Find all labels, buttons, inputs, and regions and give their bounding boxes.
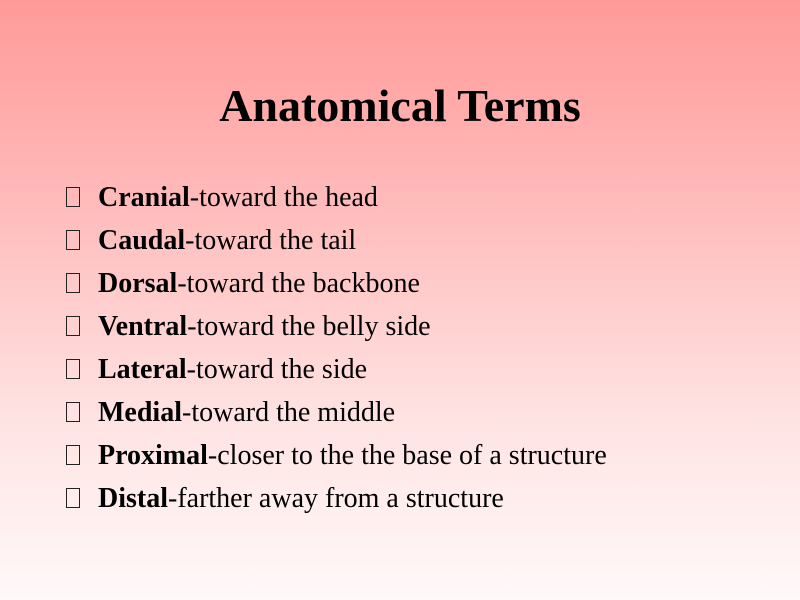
term-name: Ventral: [98, 311, 188, 342]
term-list: [66, 176, 607, 520]
term-definition: -toward the tail: [185, 225, 357, 256]
square-bullet-icon: [66, 273, 80, 293]
term-name: Cranial: [98, 182, 190, 213]
term-name: Proximal: [98, 440, 208, 471]
list-item: [66, 391, 607, 434]
list-item: [66, 305, 607, 348]
term-definition: -toward the side: [186, 354, 368, 385]
square-bullet-icon: [66, 445, 80, 465]
square-bullet-icon: [66, 402, 80, 422]
list-item: [66, 348, 607, 391]
term-definition: -farther away from a structure: [168, 483, 504, 514]
list-item: [66, 477, 607, 520]
square-bullet-icon: [66, 359, 80, 379]
term-name: Distal: [98, 483, 168, 514]
term-definition: -toward the belly side: [187, 311, 431, 342]
slide-title: Anatomical Terms: [219, 80, 581, 131]
term-name: Dorsal: [98, 268, 178, 299]
term-name: Medial: [98, 397, 182, 428]
list-item: [66, 262, 607, 305]
term-name: Caudal: [98, 225, 186, 256]
list-item: [66, 176, 607, 219]
square-bullet-icon: [66, 230, 80, 250]
square-bullet-icon: [66, 488, 80, 508]
list-item: [66, 219, 607, 262]
term-definition: -toward the head: [189, 182, 378, 213]
term-name: Lateral: [98, 354, 187, 385]
term-definition: -toward the middle: [182, 397, 396, 428]
term-definition: -closer to the the base of a structure: [207, 440, 607, 471]
term-definition: -toward the backbone: [177, 268, 420, 299]
square-bullet-icon: [66, 316, 80, 336]
square-bullet-icon: [66, 187, 80, 207]
list-item: [66, 434, 607, 477]
